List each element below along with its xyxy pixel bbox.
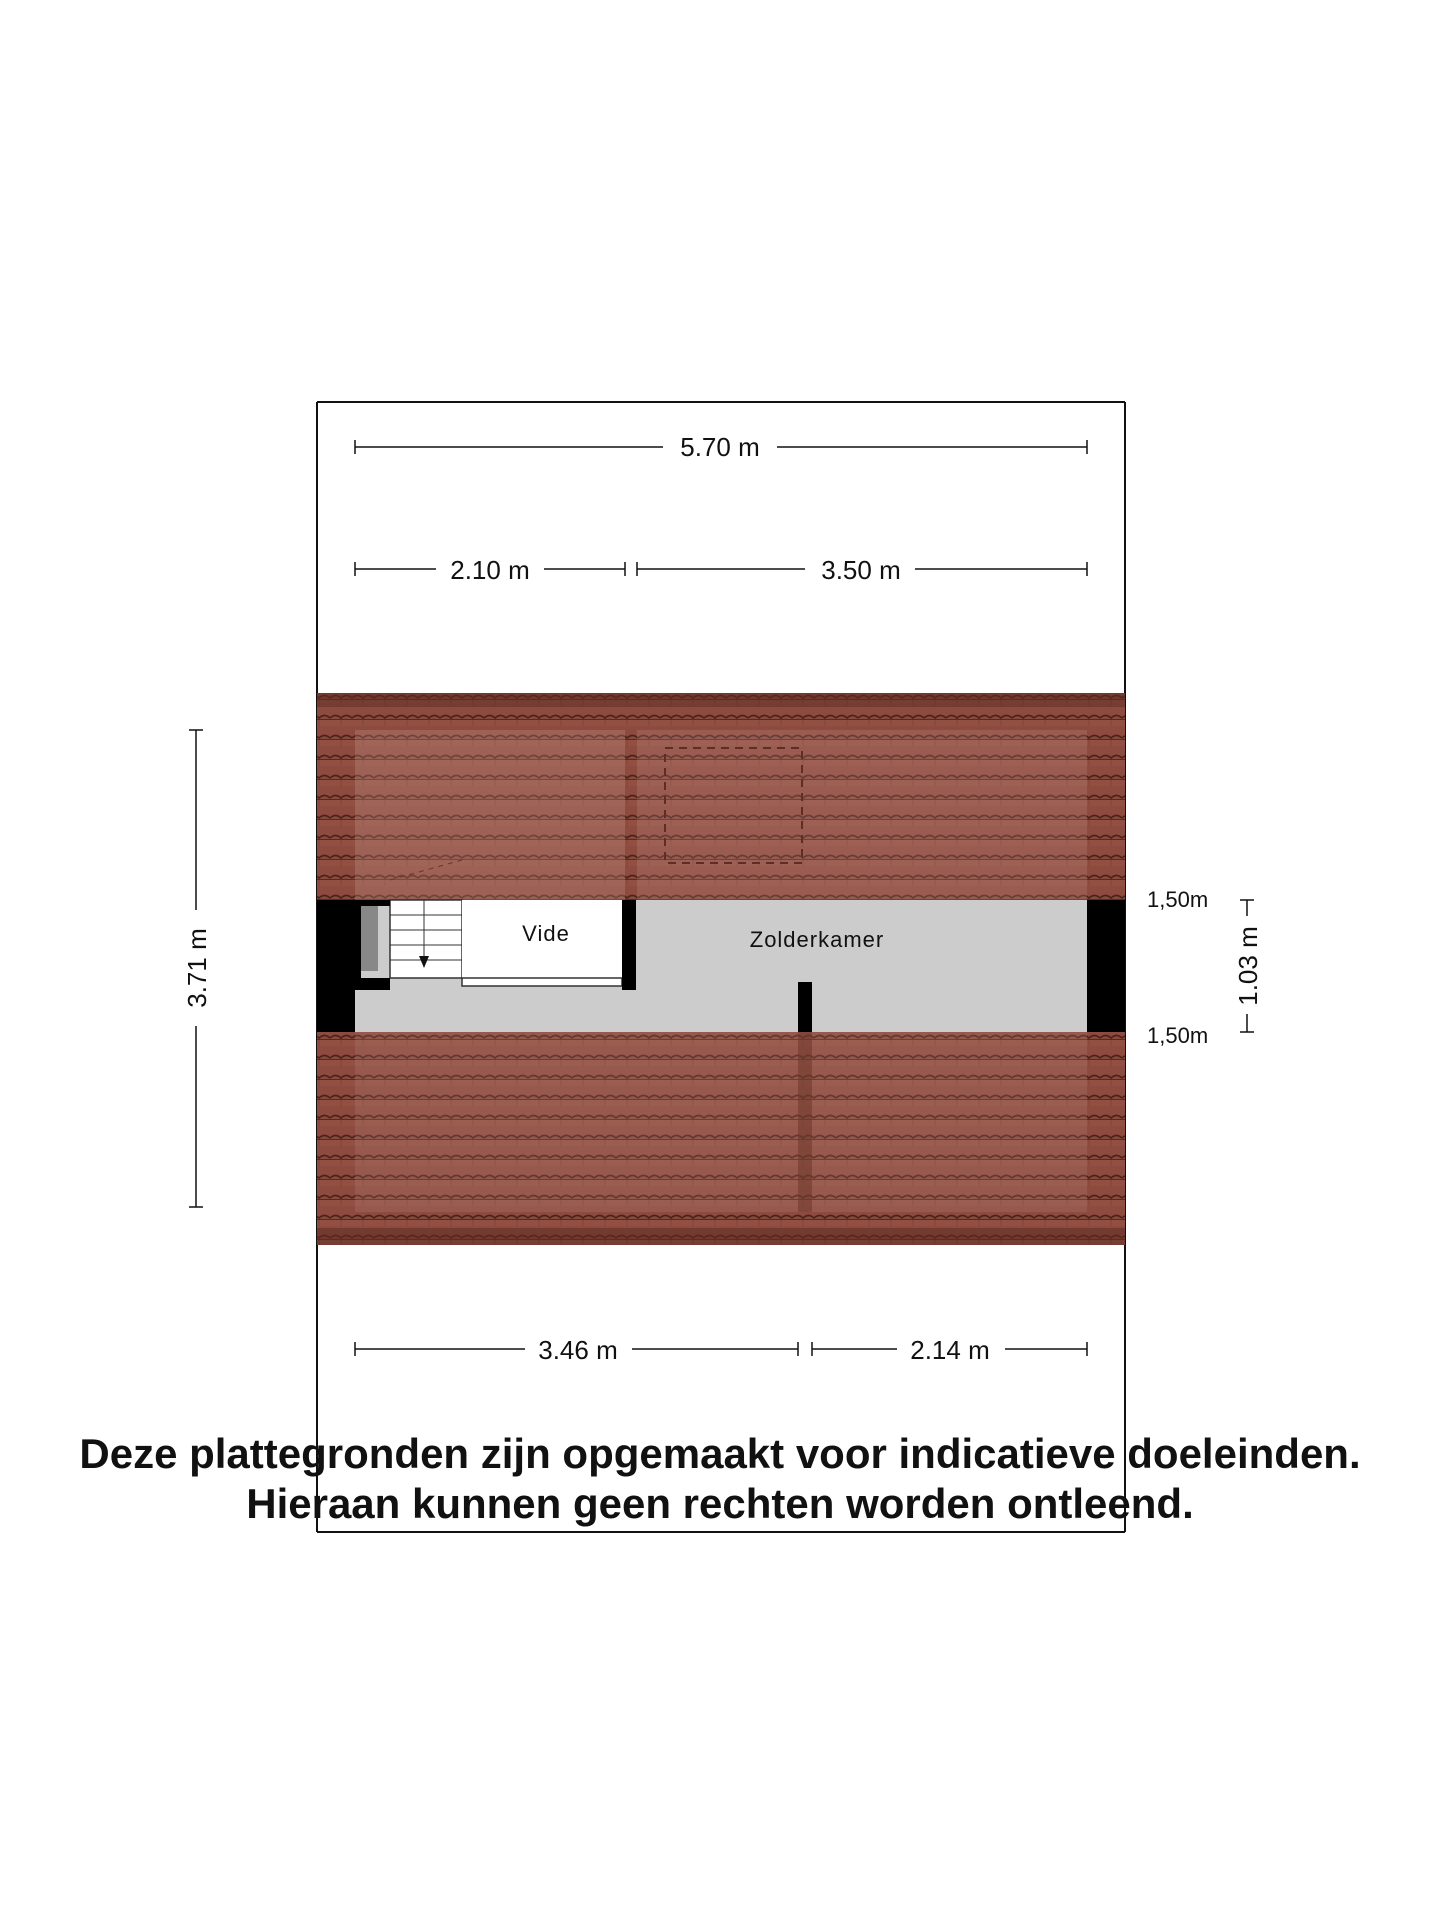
- dim-label-left-depth: 3.71 m: [182, 928, 212, 1008]
- dim-label-right-height: 1.03 m: [1233, 926, 1263, 1006]
- disclaimer-line-2: Hieraan kunnen geen rechten worden ontleend.: [246, 1480, 1194, 1527]
- roof-upper: [317, 693, 1125, 902]
- dim-label-total-top: 5.70 m: [680, 432, 760, 462]
- dim-label-top-right: 3.50 m: [821, 555, 901, 585]
- roof-lower: [317, 1032, 1125, 1245]
- dim-label-bottom-left: 3.46 m: [538, 1335, 618, 1365]
- chimney-shaft: [361, 906, 378, 971]
- dim-label-bottom-right: 2.14 m: [910, 1335, 990, 1365]
- roof-ridge-line: [798, 1032, 812, 1212]
- height-label-lower: 1,50m: [1147, 1023, 1209, 1048]
- room-label-vide: Vide: [522, 921, 570, 946]
- height-label-upper: 1,50m: [1147, 887, 1209, 912]
- disclaimer-line-1: Deze plattegronden zijn opgemaakt voor indicatieve doeleinden.: [79, 1430, 1361, 1477]
- dim-label-top-left: 2.10 m: [450, 555, 530, 585]
- room-label-zolderkamer: Zolderkamer: [749, 927, 885, 952]
